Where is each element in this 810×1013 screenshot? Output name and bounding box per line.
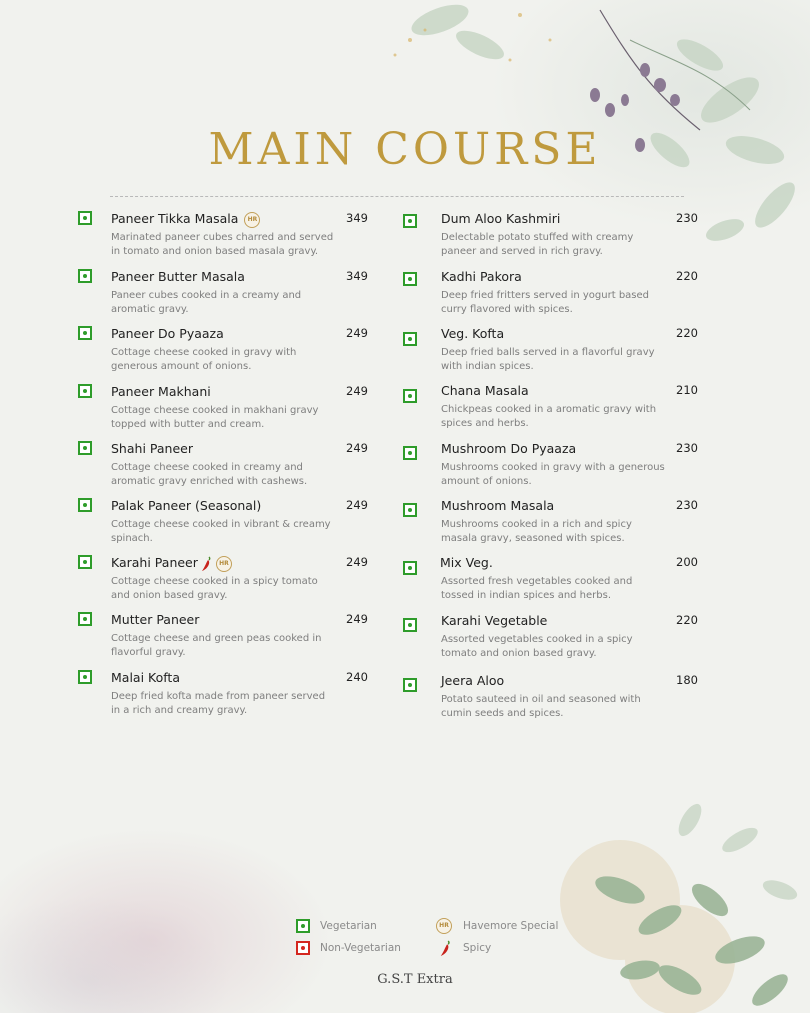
havemore-special-icon: HR xyxy=(436,918,452,934)
menu-item-price: 249 xyxy=(346,326,368,340)
menu-item-name: Mix Veg. xyxy=(440,555,493,570)
veg-indicator-icon xyxy=(403,561,417,575)
menu-item-description: Deep fried balls served in a flavorful gravy with indian spices. xyxy=(441,347,655,372)
menu-item-price: 349 xyxy=(346,269,368,283)
menu-item-name: Mushroom Masala xyxy=(441,498,555,513)
menu-item-description: Deep fried kofta made from paneer served in a rich and creamy gravy. xyxy=(111,691,326,716)
menu-page: MAIN COURSE Paneer Tikka Masala HR 349 Marinated paneer cubes charred and served in tomato and onion based masala gravy. Paneer Butter Masala 349 Paneer cubes cooked in a creamy and aromatic gravy. Paneer Do Pyaaza 249 Cottage cheese cooked in gravy with generous amount of onions. Paneer Makhani 249 Cottage cheese cooked in makhani gravy topped with butter and cream. Shahi Paneer 249 Cottage cheese cooked in creamy and aromatic gravy enriched with cashews. Palak Paneer (Seasonal) 249 Cottage cheese cooked in vibrant & creamy spinach. Karahi Paneer HR 249 Cottage cheese cooked in a spicy tomato and onion based gravy. Mutter Paneer 249 Cottage cheese and green peas cooked in flavorful gravy. Malai Kofta 240 Deep fried kofta made from paneer served in a rich and creamy gravy. Dum Aloo Kashmiri 230 Delectable potato stuffed with creamy paneer and served in rich gravy. Kadhi Pakora 220 Deep fried fritters served in yogurt based curry flavored with spices. Veg. Kofta 220 Deep fried balls served in a flavorful gravy with indian spices. Chana Masala 210 Chickpeas cooked in a aromatic gravy with spices and herbs. Mushroom Do Pyaaza 230 Mushrooms cooked in gravy with a generous amount of onions. Mushroom Masala 230 Mushrooms cooked in a rich and spicy masala gravy, seasoned with spices. Mix Veg. 200 Assorted fresh vegetables cooked and tossed in indian spices and herbs. Karahi Vegetable 220 Assorted vegetables cooked in a spicy tomato and onion based gravy. Jeera Aloo 180 Potato sauteed in oil and seasoned with cumin seeds and spices. Vegetarian Non-Vegetarian HR Havemore Special Spicy G.S.T Extra xyxy=(0,0,810,1013)
menu-item-price: 230 xyxy=(676,211,698,225)
menu-item-price: 249 xyxy=(346,555,368,569)
veg-indicator-icon xyxy=(78,555,92,569)
menu-item-name: Paneer Butter Masala xyxy=(111,269,245,284)
veg-indicator-icon xyxy=(403,272,417,286)
menu-item-price: 200 xyxy=(676,555,698,569)
menu-item-name: Shahi Paneer xyxy=(111,441,193,456)
menu-item-name: Palak Paneer (Seasonal) xyxy=(111,498,262,513)
nonveg-indicator-icon xyxy=(296,941,310,955)
menu-item-price: 249 xyxy=(346,384,368,398)
menu-item-name: Veg. Kofta xyxy=(441,326,505,341)
menu-item-price: 249 xyxy=(346,441,368,455)
veg-indicator-icon xyxy=(403,618,417,632)
menu-item-description: Cottage cheese cooked in gravy with generous amount of onions. xyxy=(111,347,297,372)
menu-item-description: Potato sauteed in oil and seasoned with cumin seeds and spices. xyxy=(441,694,641,719)
menu-item-price: 220 xyxy=(676,326,698,340)
menu-item-description: Cottage cheese and green peas cooked in flavorful gravy. xyxy=(111,633,322,658)
menu-item-price: 220 xyxy=(676,613,698,627)
veg-indicator-icon xyxy=(403,389,417,403)
menu-item-name: Karahi Vegetable xyxy=(441,613,548,628)
havemore-special-icon: HR xyxy=(216,556,232,572)
menu-item-description: Cottage cheese cooked in creamy and aromatic gravy enriched with cashews. xyxy=(111,462,308,487)
menu-item-name: Mutter Paneer xyxy=(111,612,200,627)
veg-indicator-icon xyxy=(78,670,92,684)
menu-item-name: Dum Aloo Kashmiri xyxy=(441,211,561,226)
veg-indicator-icon xyxy=(78,384,92,398)
menu-item-description: Cottage cheese cooked in a spicy tomato and onion based gravy. xyxy=(111,576,318,601)
menu-item-description: Cottage cheese cooked in makhani gravy topped with butter and cream. xyxy=(111,405,319,430)
veg-indicator-icon xyxy=(78,211,92,225)
menu-item-name: Kadhi Pakora xyxy=(441,269,522,284)
menu-item-name: Paneer Do Pyaaza xyxy=(111,326,224,341)
menu-item-price: 220 xyxy=(676,269,698,283)
menu-item-price: 210 xyxy=(676,383,698,397)
menu-item-name: Jeera Aloo xyxy=(441,673,505,688)
veg-indicator-icon xyxy=(403,214,417,228)
menu-item-price: 240 xyxy=(346,670,368,684)
menu-item-description: Delectable potato stuffed with creamy paneer and served in rich gravy. xyxy=(441,232,634,257)
veg-indicator-icon xyxy=(403,332,417,346)
menu-item-description: Assorted fresh vegetables cooked and tossed in indian spices and herbs. xyxy=(441,576,633,601)
havemore-special-icon: HR xyxy=(244,212,260,228)
menu-item-description: Mushrooms cooked in gravy with a generous amount of onions. xyxy=(441,462,665,487)
veg-indicator-icon xyxy=(403,446,417,460)
veg-indicator-icon xyxy=(78,498,92,512)
menu-item-name: Chana Masala xyxy=(441,383,529,398)
chili-pepper-icon xyxy=(438,940,452,957)
veg-indicator-icon xyxy=(403,503,417,517)
menu-item-price: 230 xyxy=(676,441,698,455)
veg-indicator-icon xyxy=(78,612,92,626)
veg-indicator-icon xyxy=(78,441,92,455)
menu-item-name: Paneer Tikka Masala HR xyxy=(111,210,260,228)
menu-item-price: 249 xyxy=(346,612,368,626)
menu-item-description: Mushrooms cooked in a rich and spicy masala gravy, seasoned with spices. xyxy=(441,519,632,544)
chili-pepper-icon xyxy=(200,556,212,572)
menu-item-name: Malai Kofta xyxy=(111,670,180,685)
menu-item-description: Paneer cubes cooked in a creamy and aromatic gravy. xyxy=(111,290,302,315)
menu-item-description: Deep fried fritters served in yogurt based curry flavored with spices. xyxy=(441,290,650,315)
veg-indicator-icon xyxy=(403,678,417,692)
menu-item-name: Mushroom Do Pyaaza xyxy=(441,441,577,456)
menu-item-description: Marinated paneer cubes charred and served in tomato and onion based masala gravy. xyxy=(111,232,334,257)
menu-item-name: Paneer Makhani xyxy=(111,384,211,399)
menu-item-name: Karahi Paneer HR xyxy=(111,554,232,572)
veg-indicator-icon xyxy=(78,326,92,340)
menu-item-description: Assorted vegetables cooked in a spicy tomato and onion based gravy. xyxy=(441,634,633,659)
menu-item-price: 349 xyxy=(346,211,368,225)
gst-note: G.S.T Extra xyxy=(377,972,453,987)
veg-indicator-icon xyxy=(78,269,92,283)
menu-item-price: 180 xyxy=(676,673,698,687)
veg-indicator-icon xyxy=(296,919,310,933)
menu-item-price: 230 xyxy=(676,498,698,512)
title-divider xyxy=(110,196,684,197)
menu-item-price: 249 xyxy=(346,498,368,512)
menu-item-description: Cottage cheese cooked in vibrant & creamy spinach. xyxy=(111,519,331,544)
page-title: MAIN COURSE xyxy=(208,124,602,175)
menu-item-description: Chickpeas cooked in a aromatic gravy with spices and herbs. xyxy=(441,404,657,429)
